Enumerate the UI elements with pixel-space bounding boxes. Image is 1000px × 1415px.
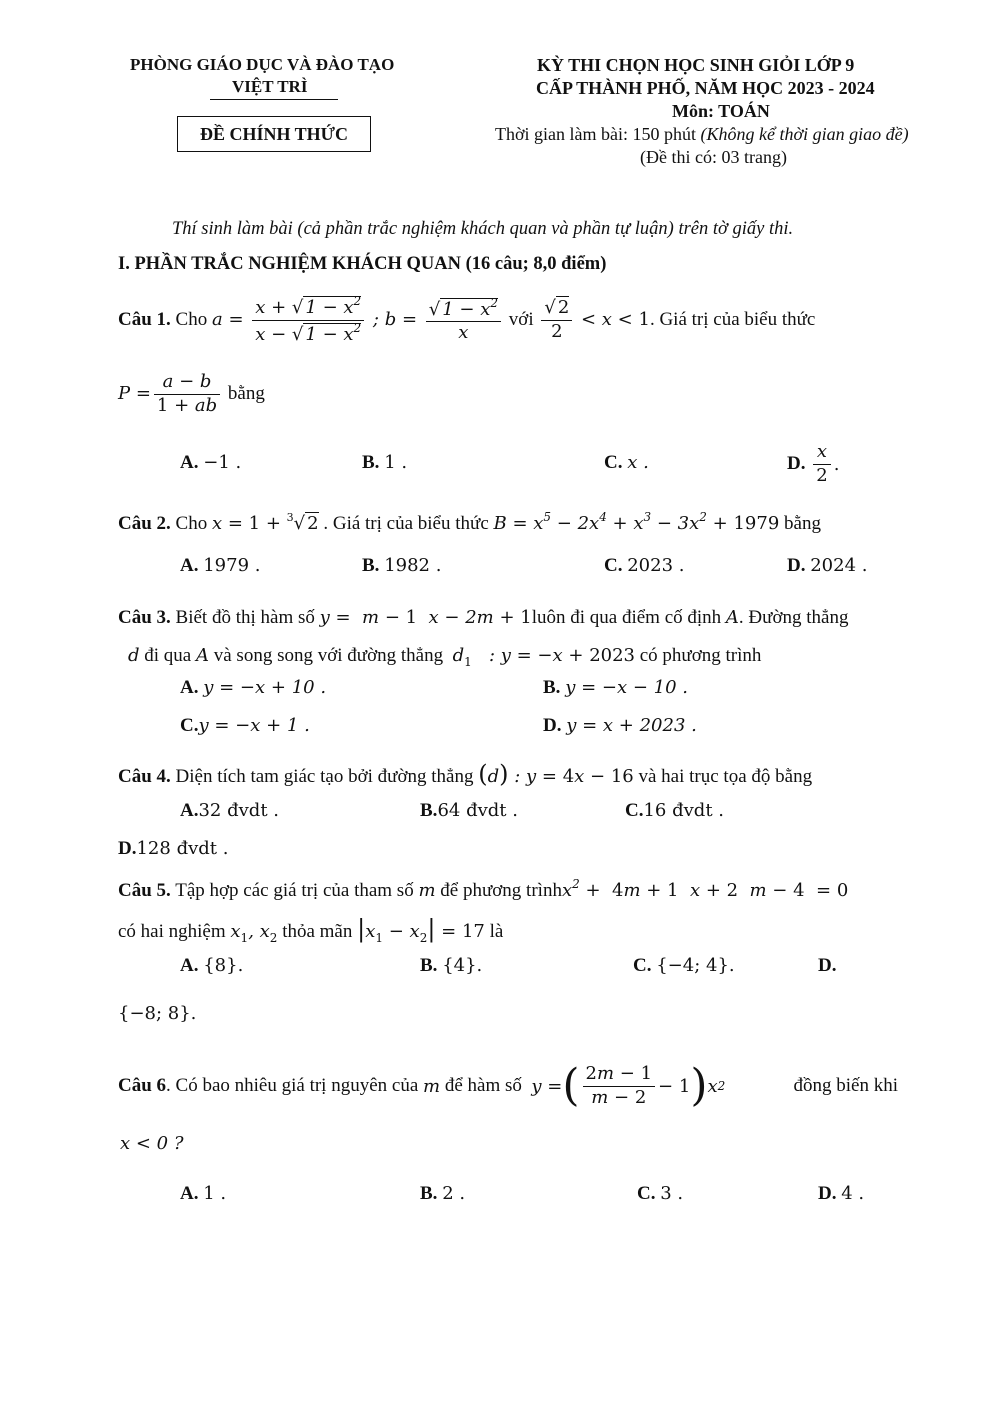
- option-letter: A.: [180, 555, 199, 576]
- q6-option-b[interactable]: [420, 1183, 465, 1205]
- option-letter: A.: [180, 677, 199, 698]
- q5-roots: $x_1$, $x_2$: [230, 921, 278, 945]
- option-value: 16 đvdt .: [643, 800, 725, 821]
- question-4: [118, 760, 812, 788]
- option-letter: B.: [420, 800, 438, 821]
- option-value: −1 .: [203, 452, 242, 473]
- option-letter: C.: [604, 452, 623, 473]
- option-value: {8}.: [203, 955, 244, 976]
- time-note: (Không kể thời gian giao đề): [700, 124, 909, 144]
- option-value: 2023 .: [627, 555, 685, 576]
- option-letter: D.: [118, 838, 137, 859]
- q6-text-c: đồng biến khi: [793, 1075, 898, 1096]
- question-label: Câu 1.: [118, 309, 171, 330]
- q2-text-mid: . Giá trị của biểu thức: [323, 513, 489, 534]
- q1-condition: $\frac{√ 2}{2}$ < x < 1: [538, 297, 650, 343]
- question-5-line2: [118, 915, 503, 945]
- q3-line1-a: Biết đồ thị hàm số: [175, 607, 315, 628]
- option-fraction: $\frac{x}{2}$: [813, 441, 830, 487]
- q3-point-a: A: [725, 607, 739, 628]
- q5-option-c[interactable]: [633, 955, 735, 977]
- q3-point-a2: A: [196, 645, 209, 666]
- option-letter: D.: [543, 715, 562, 736]
- q6-text-a: . Có bao nhiêu giá trị nguyên của: [166, 1075, 419, 1096]
- section-title: I. PHẦN TRẮC NGHIỆM KHÁCH QUAN (16 câu; 8,0 điểm): [118, 254, 607, 274]
- official-exam-box: ĐỀ CHÍNH THỨC: [177, 116, 371, 152]
- q1-text-tail: . Giá trị của biểu thức: [649, 309, 816, 330]
- q4-option-c[interactable]: [625, 800, 724, 822]
- option-letter: B.: [420, 955, 438, 976]
- q2-option-c[interactable]: [604, 555, 685, 577]
- option-value: 32 đvdt .: [198, 800, 280, 821]
- option-value: 1979 .: [203, 555, 261, 576]
- option-value: 3 .: [660, 1183, 684, 1204]
- q5-line2-a: có hai nghiệm: [118, 921, 226, 942]
- question-label: Câu 3.: [118, 607, 171, 628]
- option-letter: B.: [543, 677, 561, 698]
- question-label: Câu 5.: [118, 880, 171, 901]
- q3-line2-b: và song song với đường thẳng: [213, 645, 444, 666]
- option-value: 2 .: [442, 1183, 466, 1204]
- option-letter: C.: [604, 555, 623, 576]
- option-value: 1 .: [384, 452, 408, 473]
- option-letter: A.: [180, 1183, 199, 1204]
- option-letter: A.: [180, 800, 199, 821]
- q3-line1-b: luôn đi qua điểm cố định: [531, 607, 722, 628]
- option-value: .: [833, 453, 840, 475]
- q1-text-bang: bằng: [227, 383, 265, 404]
- option-value: 4 .: [841, 1183, 865, 1204]
- option-value: {−4; 4}.: [656, 955, 735, 976]
- option-value: 128 đvdt .: [136, 838, 229, 859]
- exam-title: KỲ THI CHỌN HỌC SINH GIỎI LỚP 9: [537, 55, 855, 75]
- pages-note: (Đề thi có: 03 trang): [640, 147, 787, 167]
- q3-option-c[interactable]: [180, 715, 310, 737]
- question-label: Câu 2.: [118, 513, 171, 534]
- instruction: Thí sinh làm bài (cả phần trắc nghiệm khách quan và phần tự luận) trên tờ giấy thi.: [172, 219, 794, 239]
- q1-option-c[interactable]: [604, 452, 649, 474]
- q3-line-d: d: [128, 645, 140, 666]
- option-letter: C.: [637, 1183, 656, 1204]
- q2-formula-b: $B = x^5 - 2x^4 + x^3 - 3x^2 + 1979$: [493, 510, 780, 534]
- q6-param-m: m: [423, 1075, 441, 1097]
- question-3-line2: [128, 645, 761, 669]
- question-1-line2: [118, 368, 265, 420]
- q6-function: y = ( $\frac{2m - 1}{m - 2}$ − 1 ) x 2: [531, 1060, 726, 1111]
- q5-option-b[interactable]: [420, 955, 482, 977]
- q6-option-d[interactable]: [818, 1183, 864, 1205]
- q5-option-d-value[interactable]: [118, 1003, 196, 1025]
- q5-equation: $x^2 + 4m + 1$ x + 2 m − 4 = 0: [561, 877, 849, 901]
- option-letter: D.: [787, 555, 806, 576]
- q4-text-b: và hai trục tọa độ bằng: [638, 766, 813, 787]
- q4-line: (d) : y = 4x − 16: [478, 760, 634, 788]
- option-value: {−8; 8}.: [118, 1003, 197, 1024]
- question-label: Câu 4.: [118, 766, 171, 787]
- question-label: Câu 6: [118, 1075, 167, 1096]
- department-name: PHÒNG GIÁO DỤC VÀ ĐÀO TẠO: [130, 55, 395, 74]
- option-letter: B.: [362, 555, 380, 576]
- header-underline-left: [210, 99, 338, 100]
- q5-option-a[interactable]: [180, 955, 243, 977]
- q4-option-d[interactable]: [118, 838, 228, 860]
- option-value: 1982 .: [384, 555, 442, 576]
- q2-option-d[interactable]: [787, 555, 868, 577]
- q5-text-a: Tập hợp các giá trị của tham số: [175, 880, 414, 901]
- option-value: y = −x − 10 .: [565, 677, 688, 698]
- q6-option-c[interactable]: [637, 1183, 683, 1205]
- q3-option-b[interactable]: [543, 677, 688, 699]
- q5-line2-b: thỏa mãn: [282, 921, 353, 942]
- time-label: Thời gian làm bài: 150 phút: [495, 124, 696, 144]
- q4-text-a: Diện tích tam giác tạo bởi đường thẳng: [175, 766, 474, 787]
- q5-line2-c: là: [489, 921, 504, 942]
- q2-formula-x: x = 1 + $^3$√ 2: [211, 511, 319, 534]
- option-value: x .: [627, 452, 649, 473]
- q2-text-cho: Cho: [175, 513, 208, 534]
- option-value: {4}.: [442, 955, 483, 976]
- option-letter: C.: [633, 955, 652, 976]
- q3-line1-c: . Đường thẳng: [738, 607, 849, 628]
- district-name: VIỆT TRÌ: [232, 77, 308, 96]
- q4-option-a[interactable]: [180, 800, 279, 822]
- q5-param-m: m: [418, 880, 436, 901]
- q1-text-cho: Cho: [175, 309, 208, 330]
- q2-text-bang: bằng: [784, 513, 821, 534]
- question-6-line1: [118, 1058, 898, 1114]
- subject: Môn: TOÁN: [672, 101, 770, 121]
- option-letter: D.: [787, 453, 806, 474]
- q3-line2-c: có phương trình: [639, 645, 762, 666]
- option-letter: A.: [180, 955, 199, 976]
- option-letter: B.: [362, 452, 380, 473]
- option-value: 2024 .: [810, 555, 868, 576]
- option-value: 64 đvdt .: [437, 800, 518, 821]
- option-letter: C.: [625, 800, 644, 821]
- q3-function: y = m − 1 x − 2m + 1: [319, 607, 532, 628]
- q1-option-d[interactable]: [787, 440, 839, 488]
- q3-line-d1: $d_1$ : y = −x + 2023: [452, 645, 635, 669]
- q1-formula-p: P = $\frac{a - b}{1 + ab}$: [118, 371, 223, 417]
- q5-option-d-letter[interactable]: [818, 955, 836, 977]
- option-value: y = −x + 10 .: [203, 677, 327, 698]
- time-allowed: [495, 124, 909, 145]
- question-2: [118, 510, 821, 535]
- option-letter: C.: [180, 715, 199, 736]
- question-1-line1: [118, 290, 815, 350]
- q3-option-a[interactable]: [180, 677, 326, 699]
- option-value: 1 .: [203, 1183, 227, 1204]
- option-letter: B.: [420, 1183, 438, 1204]
- q5-condition: $|x_1 - x_2| = 17$: [357, 915, 485, 945]
- option-value: y = x + 2023 .: [566, 715, 697, 736]
- q1-formula-a: a = $\frac{x + √ 1 - x^2}{x - √ 1 - x^2}$ ; b = $\frac{√ 1 - x^2}{x}$: [212, 294, 504, 346]
- q6-condition: x < 0 ?: [120, 1133, 184, 1154]
- option-value: y = −x + 1 .: [198, 715, 310, 736]
- option-letter: D.: [818, 1183, 837, 1204]
- q3-option-d[interactable]: [543, 715, 697, 737]
- q1-option-a[interactable]: [180, 452, 241, 474]
- q1-option-b[interactable]: [362, 452, 407, 474]
- option-letter: A.: [180, 452, 199, 473]
- option-letter: D.: [818, 955, 837, 976]
- question-5-line1: [118, 877, 848, 902]
- question-3-line1: [118, 607, 848, 629]
- q3-line2-a: đi qua: [144, 645, 192, 666]
- q2-option-a[interactable]: [180, 555, 261, 577]
- q1-text-voi: với: [508, 309, 534, 330]
- q4-option-b[interactable]: [420, 800, 518, 822]
- exam-level: CẤP THÀNH PHỐ, NĂM HỌC 2023 - 2024: [536, 78, 875, 98]
- q6-text-b: để hàm số: [444, 1075, 522, 1096]
- q2-option-b[interactable]: [362, 555, 441, 577]
- q5-text-b: để phương trình: [440, 880, 562, 901]
- q6-option-a[interactable]: [180, 1183, 226, 1205]
